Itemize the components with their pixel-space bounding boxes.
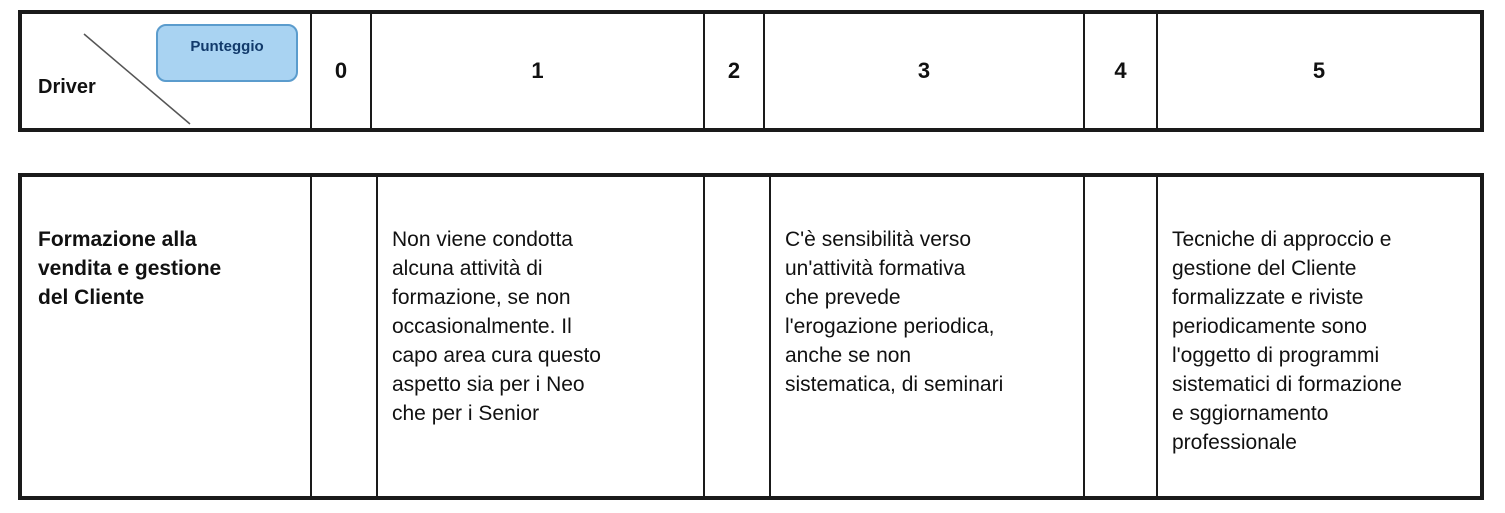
score-0-cell <box>312 177 378 496</box>
description-line: che per i Senior <box>392 402 540 425</box>
score-header-3: 3 <box>765 14 1085 128</box>
score-header-5: 5 <box>1312 58 1326 83</box>
description-line: sistematica, di seminari <box>785 373 1004 396</box>
score-header-4: 4 <box>1085 14 1158 128</box>
description-line: occasionalmente. Il <box>392 315 572 338</box>
description-line: l'oggetto di programmi <box>1172 344 1380 367</box>
score-1-description <box>378 177 705 496</box>
score-3-description <box>771 177 1085 496</box>
punteggio-badge: Punteggio <box>156 24 298 82</box>
description-line: che prevede <box>785 286 901 309</box>
description-line: capo area cura questo <box>392 344 601 367</box>
description-line: l'erogazione periodica, <box>785 315 995 338</box>
score-header-2: 2 <box>705 14 765 128</box>
score-header-1: 1 <box>372 14 705 128</box>
description-line: aspetto sia per i Neo <box>392 373 585 396</box>
driver-name-line: vendita e gestione <box>38 257 222 280</box>
description-line: e sggiornamento <box>1172 402 1329 425</box>
score-header-table <box>18 10 1484 132</box>
driver-name-line: Formazione alla <box>38 228 197 251</box>
driver-name-line: del Cliente <box>38 286 145 309</box>
score-5-description <box>1158 177 1480 496</box>
score-4-cell <box>1085 177 1158 496</box>
driver-score-corner-cell <box>22 14 312 128</box>
description-line: gestione del Cliente <box>1172 257 1357 280</box>
description-line: C'è sensibilità verso <box>785 228 972 251</box>
description-line: periodicamente sono <box>1172 315 1367 338</box>
description-line: un'attività formativa <box>785 257 966 280</box>
driver-name-cell <box>22 177 312 496</box>
description-line: sistematici di formazione <box>1172 373 1402 396</box>
description-line: formazione, se non <box>392 286 571 309</box>
description-line: professionale <box>1172 431 1297 454</box>
description-line: formalizzate e riviste <box>1172 286 1364 309</box>
score-2-cell <box>705 177 771 496</box>
driver-column-label: Driver <box>38 76 96 98</box>
description-line: anche se non <box>785 344 912 367</box>
score-header-0: 0 <box>312 14 372 128</box>
driver-row-table <box>18 173 1484 500</box>
description-line: alcuna attività di <box>392 257 543 280</box>
description-line: Non viene condotta <box>392 228 573 251</box>
description-line: Tecniche di approccio e <box>1172 228 1392 251</box>
